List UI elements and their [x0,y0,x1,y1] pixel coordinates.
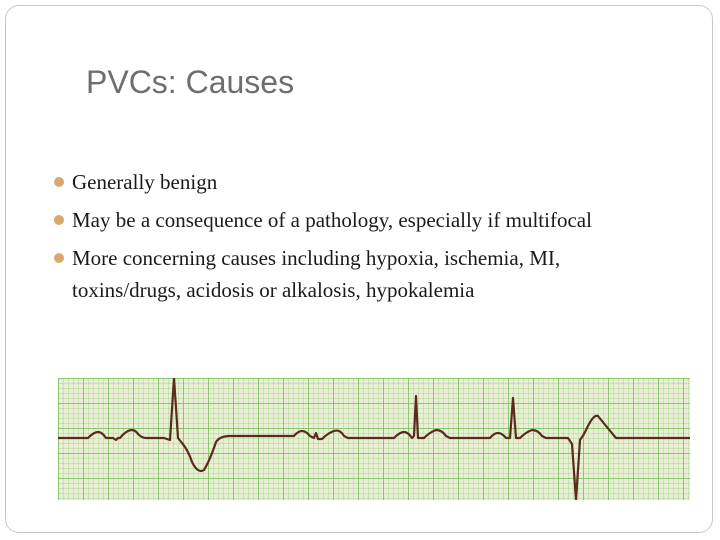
ecg-strip-image [58,378,690,500]
bullet-list [50,166,650,312]
slide-title: PVCs: Causes [86,64,295,100]
bullet-text: Generally benign [72,170,218,194]
slide [5,5,713,533]
bullet-item [50,242,650,306]
ecg-trace [58,378,690,500]
bullet-item [50,166,650,198]
bullet-icon [54,253,64,263]
bullet-icon [54,215,64,225]
bullet-text: May be a consequence of a pathology, especially if multifocal [72,208,592,232]
bullet-icon [54,177,64,187]
bullet-item [50,204,650,236]
bullet-text: More concerning causes including hypoxia, ischemia, MI, toxins/drugs, acidosis or alkalosis, hypokalemia [72,246,561,302]
